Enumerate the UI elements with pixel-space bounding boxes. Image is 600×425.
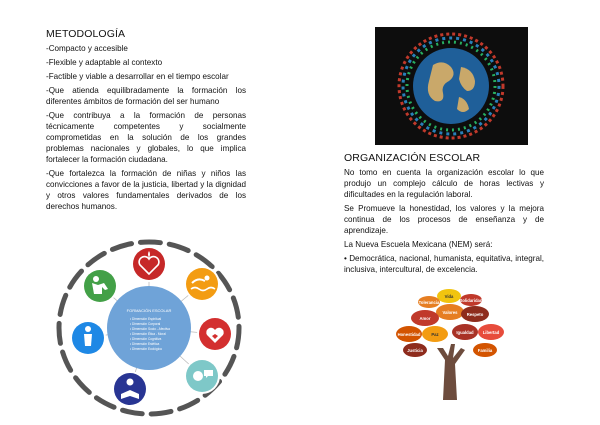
metodologia-item: -Factible y viable a desarrollar en el tiempo escolar — [46, 72, 229, 81]
formacion-escolar-graphic — [52, 236, 246, 420]
heart-hands-icon — [197, 316, 233, 352]
tree-word: Igualdad — [456, 330, 474, 335]
metodologia-item: -Compacto y accesible — [46, 44, 128, 53]
center-title: FORMACIÓN ESCOLAR — [126, 308, 172, 313]
center-item: • Dimensión Ética - Moral — [130, 332, 166, 336]
metodologia-section — [46, 28, 246, 215]
tree-word: Respeto — [466, 312, 484, 317]
organizacion-title: ORGANIZACIÓN ESCOLAR — [344, 152, 481, 164]
center-item: • Dimensión Socio - Afectiva — [130, 327, 170, 331]
metodologia-item: -Flexible y adaptable al contexto — [46, 58, 163, 67]
tree-word: Amor — [419, 316, 431, 321]
helping-person-icon — [82, 268, 118, 304]
organizacion-paragraph: La Nueva Escuela Mexicana (NEM) será: — [344, 240, 493, 249]
tree-word: Solidaridad — [459, 298, 483, 303]
center-item: • Dimensión Corporal — [130, 322, 161, 326]
metodologia-title: METODOLOGÍA — [46, 28, 126, 40]
center-item: • Dimensión Espiritual — [130, 317, 162, 321]
organizacion-escolar-section — [344, 152, 544, 278]
tree-word: Paz — [431, 332, 439, 337]
reading-person-icon — [112, 371, 148, 407]
metodologia-item: -Que contribuya a la formación de personas técnicamente competentes y socialmente comprometidas en la solución de los grandes problemas nacionales y globales, lo que implica fortalecer la formación ciudadana. — [46, 111, 246, 164]
globe-children-image — [375, 27, 528, 145]
metodologia-item: -Que atienda equilibradamente la formación los diferentes ámbitos de formación del ser humano — [46, 86, 246, 106]
tree-word: Tolerancia — [418, 300, 440, 305]
values-tree-graphic — [385, 282, 515, 400]
metodologia-item: -Que fortalezca la formación de niñas y niños las convicciones a favor de la justicia, libertad y la dignidad y otros valores fundamentales derivados de los derechos humanos. — [46, 169, 246, 211]
center-item: • Dimensión Cognitiva — [130, 337, 162, 341]
tree-word: Valores — [442, 310, 458, 315]
tree-word: Honestidad — [397, 332, 421, 337]
dialogue-heads-icon — [184, 358, 220, 394]
tree-word: Vida — [444, 294, 454, 299]
tree-word: Justicia — [407, 348, 423, 353]
standing-figure-icon — [70, 320, 106, 356]
tree-word: Familia — [477, 348, 493, 353]
tree-leaves — [396, 289, 504, 357]
organizacion-paragraph: • Democrática, nacional, humanista, equitativa, integral, inclusiva, intercultural, de excelencia. — [344, 254, 544, 274]
swimmer-icon — [184, 266, 220, 302]
center-item: • Dimensión Estética — [130, 342, 160, 346]
organizacion-paragraph: No tomo en cuenta la organización escolar lo que produjo un complejo cálculo de horas lectivas y dificultades en la regulación laboral. — [344, 168, 544, 199]
globe-graphic — [375, 27, 528, 145]
tree-word: Libertad — [482, 330, 500, 335]
organizacion-paragraph: Se Promueve la honestidad, los valores y la mejora continua de los procesos de enseñanza y de aprendizaje. — [344, 204, 544, 235]
values-tree-image — [385, 282, 515, 400]
formacion-escolar-diagram — [52, 236, 246, 420]
center-item: • Dimensión Ecológica — [130, 347, 162, 351]
spiritual-heart-icon — [131, 246, 167, 282]
